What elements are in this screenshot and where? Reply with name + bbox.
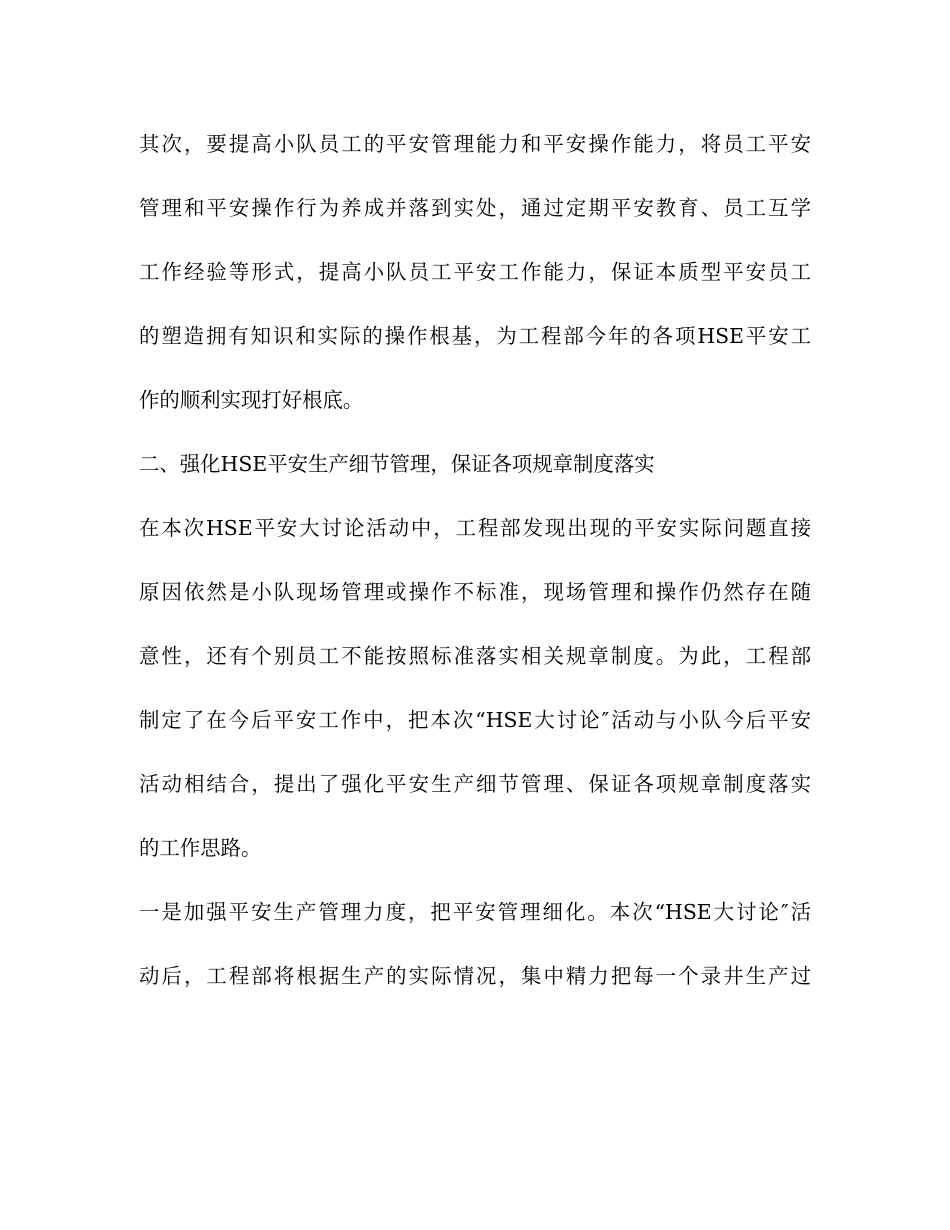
text-line: 原因依然是小队现场管理或操作不标准，现场管理和操作仍然存在随 xyxy=(139,580,811,604)
text-line: 活动相结合，提出了强化平安生产细节管理、保证各项规章制度落实 xyxy=(139,772,811,796)
text-line: 一是加强平安生产管理力度，把平安管理细化。本次“HSE大讨论″活 xyxy=(139,900,811,924)
text-line: 管理和平安操作行为养成并落到实处，通过定期平安教育、员工互学 xyxy=(139,196,811,220)
text-line: 的塑造拥有知识和实际的操作根基，为工程部今年的各项HSE平安工 xyxy=(139,324,811,348)
text-line: 其次，要提高小队员工的平安管理能力和平安操作能力，将员工平安 xyxy=(139,132,811,156)
text-line: 工作经验等形式，提高小队员工平安工作能力，保证本质型平安员工 xyxy=(139,260,811,284)
text-line: 在本次HSE平安大讨论活动中，工程部发现出现的平安实际问题直接 xyxy=(139,516,811,540)
text-line: 意性，还有个别员工不能按照标准落实相关规章制度。为此，工程部 xyxy=(139,644,811,668)
text-line: 制定了在今后平安工作中，把本次“HSE大讨论″活动与小队今后平安 xyxy=(139,708,811,732)
text-line: 动后，工程部将根据生产的实际情况，集中精力把每一个录井生产过 xyxy=(139,964,811,988)
document-body xyxy=(139,118,811,1014)
text-line: 的工作思路。 xyxy=(139,836,262,860)
text-line: 作的顺利实现打好根底。 xyxy=(139,388,364,412)
section-heading: 二、强化HSE平安生产细节管理，保证各项规章制度落实 xyxy=(139,452,655,476)
